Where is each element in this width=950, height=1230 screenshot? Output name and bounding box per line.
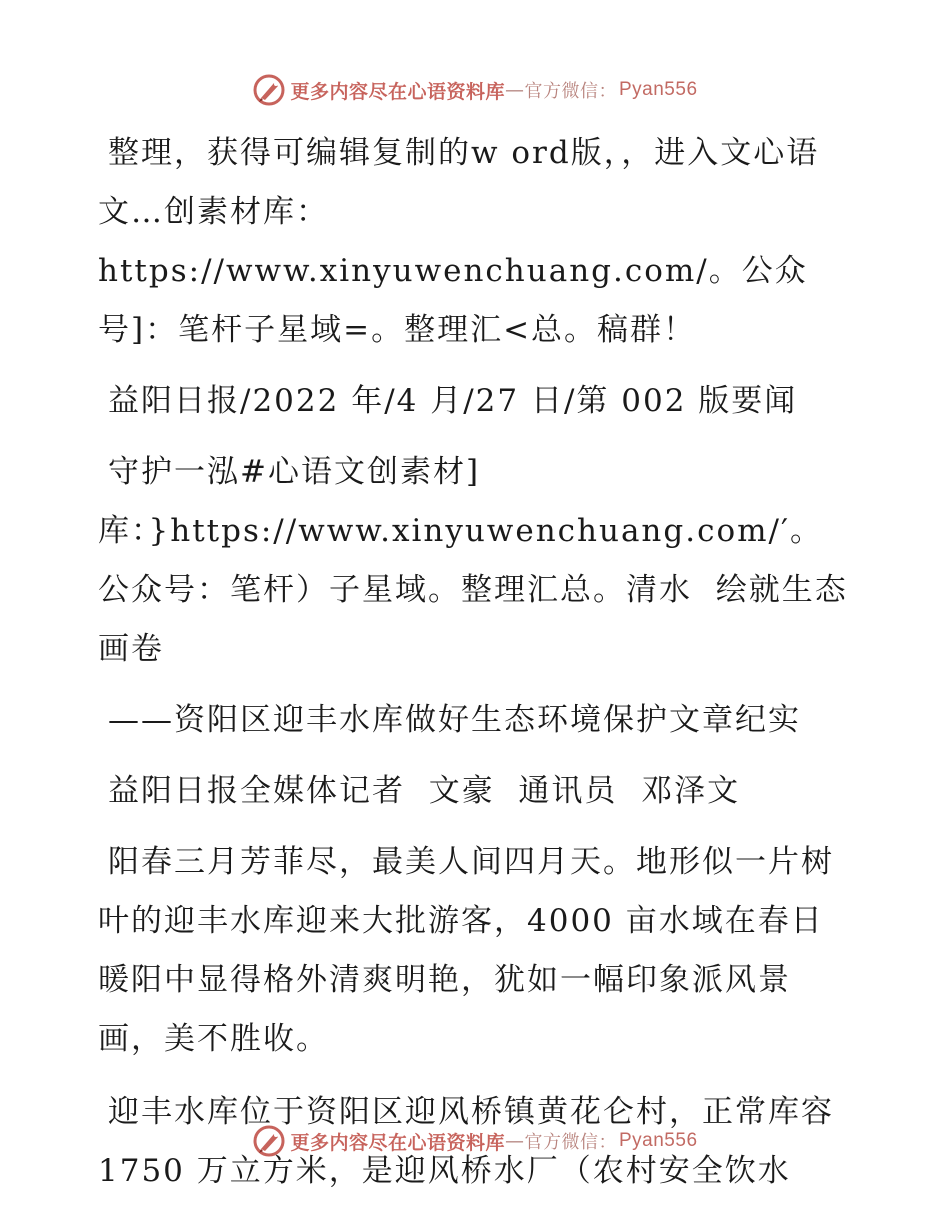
pen-circle-logo-icon (252, 1124, 286, 1158)
paragraph-intro-note: 整理，获得可编辑复制的w ord版，，进入文心语文…创素材库：https://www.xinyuwenchuang.com/。公众号]：笔杆子星域=。整理汇<总。稿群！ (98, 135, 820, 348)
watermark-banner-top (0, 70, 950, 110)
paragraph-byline: 益阳日报全媒体记者 文豪 通讯员 邓泽文 (108, 773, 741, 809)
watermark-separator: — (505, 1130, 525, 1152)
paragraph-body-1: 阳春三月芳菲尽，最美人间四月天。地形似一片树叶的迎丰水库迎来大批游客，4000 亩水域在春日暖阳中显得格外清爽明艳，犹如一幅印象派风景画，美不胜收。 (98, 844, 834, 1057)
paragraph-source-line: 益阳日报/2022 年/4 月/27 日/第 002 版要闻 (108, 383, 798, 419)
watermark-tag-text: 官方微信： (524, 1132, 617, 1153)
watermark-wechat-id: Pyan556 (619, 79, 698, 100)
paragraph-body-2: 迎丰水库位于资阳区迎风桥镇黄花仑村，正常库容 1750 万立方米，是迎风桥水厂（农村安全饮水 (98, 1094, 846, 1189)
watermark-separator: — (505, 79, 525, 101)
watermark-main-text: 更多内容尽在心语资料库 (290, 80, 505, 103)
watermark-main-text: 更多内容尽在心语资料库 (290, 1131, 505, 1154)
pen-circle-logo-icon (252, 73, 286, 107)
paragraph-headline: 守护一泓#心语文创素材]库：}https://www.xinyuwenchuang.com/′。公众号：笔杆）子星域。整理汇总。清水 绘就生态画卷 (98, 454, 848, 667)
watermark-tag-text: 官方微信： (524, 81, 617, 102)
watermark-wechat-id: Pyan556 (619, 1130, 698, 1151)
watermark-banner-bottom (0, 1121, 950, 1161)
document-body (98, 124, 850, 1201)
paragraph-subheadline: ——资阳区迎丰水库做好生态环境保护文章纪实 (108, 702, 801, 738)
